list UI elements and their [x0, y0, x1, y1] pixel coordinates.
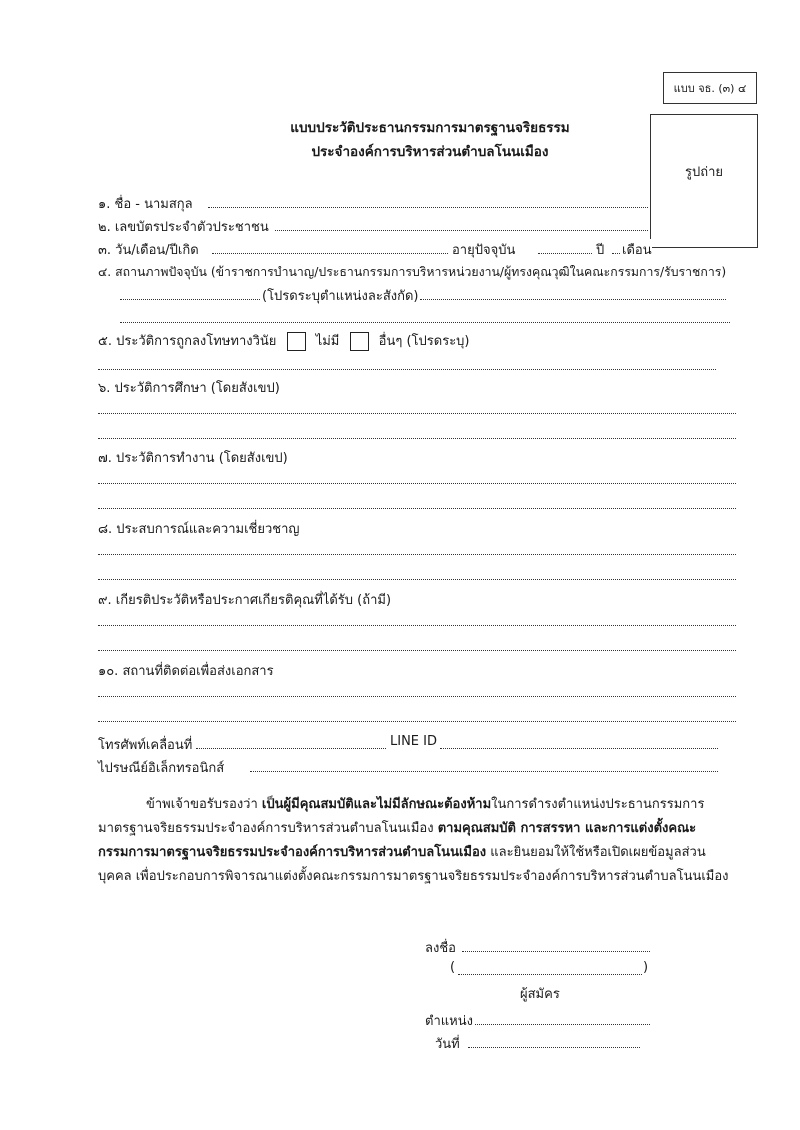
signature-input-line[interactable] — [462, 951, 650, 952]
other-checkbox[interactable] — [350, 332, 369, 351]
field-discipline-label — [98, 330, 470, 351]
form-title: แบบประวัติประธานกรรมการมาตรฐานจริยธรรม — [290, 120, 570, 136]
applicant-label: ผู้สมัคร — [520, 987, 560, 1002]
discipline-input-line[interactable] — [98, 369, 716, 370]
field-work-label: ๗. ประวัติการทำงาน (โดยสังเขป) — [98, 451, 288, 466]
date-label: วันที่ — [435, 1037, 460, 1052]
field-age-label: อายุปัจจุบัน — [452, 243, 516, 258]
date-input-line[interactable] — [468, 1047, 640, 1048]
field-honors-label: ๙. เกียรติประวัติหรือประกาศเกียรติคุณที่ได้รับ (ถ้ามี) — [98, 593, 392, 608]
discipline-text: ๕. ประวัติการถูกลงโทษทางวินัย — [98, 334, 277, 349]
age-years-input-line[interactable] — [538, 253, 592, 254]
address-input-line-2[interactable] — [98, 721, 736, 722]
declaration-text-1: ข้าพเจ้าขอรับรองว่า — [146, 797, 262, 812]
field-id-label: ๒. เลขบัตรประจำตัวประชาชน — [98, 220, 269, 235]
position-label: ตำแหน่ง — [425, 1014, 473, 1029]
work-input-line-2[interactable] — [98, 508, 736, 509]
field-name-label: ๑. ชื่อ - นามสกุล — [98, 197, 193, 212]
field-birth-label: ๓. วัน/เดือน/ปีเกิด — [98, 243, 199, 258]
education-input-line-2[interactable] — [98, 438, 736, 439]
field-month-label: เดือน — [620, 239, 652, 260]
none-label: ไม่มี — [315, 334, 340, 349]
field-email-label: ไปรษณีย์อิเล็กทรอนิกส์ — [98, 761, 225, 776]
declaration-text-3: และยินยอมให้ใช้หรือเปิดเผยข้อมูลส่วนบุคคล เพื่อประกอบการพิจารณาแต่งตั้งคณะกรรมการมาตรฐานจริยธรรมประจำองค์การบริหารส่วนตำบลโนนเมือง — [98, 845, 729, 884]
education-input-line-1[interactable] — [98, 413, 736, 414]
photo-label: รูปถ่าย — [684, 165, 724, 180]
experience-input-line-2[interactable] — [98, 579, 736, 580]
work-input-line-1[interactable] — [98, 483, 736, 484]
field-experience-label: ๘. ประสบการณ์และความเชี่ยวชาญ — [98, 522, 300, 537]
field-status-note: (โปรดระบุตำแหน่งละสังกัด) — [262, 289, 419, 304]
honors-input-line-2[interactable] — [98, 650, 736, 651]
photo-box[interactable] — [650, 114, 758, 248]
status-affiliation-input-line[interactable] — [420, 299, 726, 300]
declaration-text-2: ในการดำรงตำแหน่งประธานกรรมการมาตรฐานจริยธรรมประจำองค์การบริหารส่วนตำบลโนนเมือง — [98, 797, 705, 836]
field-education-label: ๖. ประวัติการศึกษา (โดยสังเขป) — [98, 381, 280, 396]
field-status-label: ๔. สถานภาพปัจจุบัน (ข้าราชการบำนาญ/ประธานกรรมการบริหารหน่วยงาน/ผู้ทรงคุณวุฒิในคณะกรรมการ/รับราชการ) — [98, 265, 727, 279]
declaration-bold-2: ตามคุณสมบัติ การสรรหา และการแต่งตั้งคณะกรรมการมาตรฐานจริยธรรมประจำองค์การบริหารส่วนตำบลโนนเมือง — [98, 821, 697, 860]
status-position-input-line[interactable] — [120, 299, 260, 300]
status-extra-input-line[interactable] — [120, 322, 730, 323]
field-line-label: LINE ID — [390, 734, 437, 749]
id-input-line[interactable] — [275, 230, 648, 231]
form-code: แบบ จธ. (๓) ๔ — [663, 72, 757, 104]
phone-input-line[interactable] — [196, 748, 386, 749]
other-label: อื่นๆ (โปรดระบุ) — [378, 334, 470, 349]
experience-input-line-1[interactable] — [98, 554, 736, 555]
printed-name-input-line[interactable] — [458, 974, 642, 975]
none-checkbox[interactable] — [287, 332, 306, 351]
field-phone-label: โทรศัพท์เคลื่อนที่ — [98, 738, 193, 753]
name-input-line[interactable] — [208, 207, 648, 208]
field-year-label: ปี — [596, 243, 605, 258]
position-input-line[interactable] — [475, 1024, 650, 1025]
birth-input-line[interactable] — [212, 253, 448, 254]
email-input-line[interactable] — [250, 771, 718, 772]
address-input-line-1[interactable] — [98, 696, 736, 697]
close-paren: ) — [643, 960, 649, 975]
form-subtitle: ประจำองค์การบริหารส่วนตำบลโนนเมือง — [311, 144, 549, 160]
sign-label: ลงชื่อ — [425, 941, 456, 956]
declaration-paragraph — [98, 793, 738, 889]
open-paren: ( — [450, 960, 456, 975]
declaration-bold-1: เป็นผู้มีคุณสมบัติและไม่มีลักษณะต้องห้าม — [261, 797, 492, 812]
field-address-label: ๑๐. สถานที่ติดต่อเพื่อส่งเอกสาร — [98, 664, 274, 679]
line-id-input-line[interactable] — [440, 748, 718, 749]
honors-input-line-1[interactable] — [98, 625, 736, 626]
